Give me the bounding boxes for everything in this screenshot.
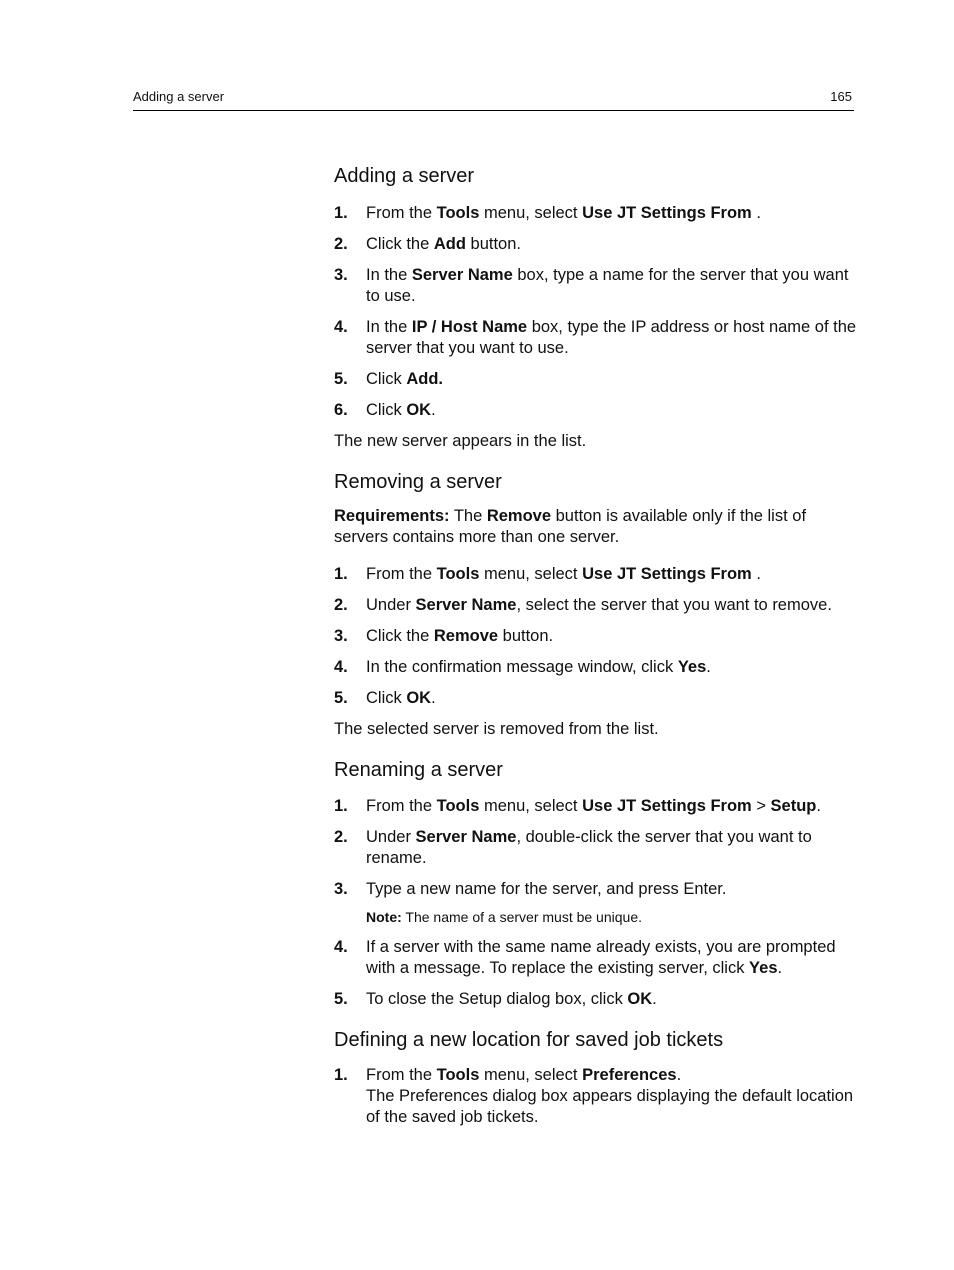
step-item: 2. Under Server Name, double-click the server that you want to rename. bbox=[334, 828, 812, 867]
section-removing-server bbox=[334, 470, 859, 740]
result-text: The new server appears in the list. bbox=[334, 432, 587, 450]
steps-list bbox=[334, 796, 859, 1010]
step-number: 1. bbox=[334, 1066, 348, 1084]
step-subtext: The Preferences dialog box appears displaying the default location of the saved job tickets. bbox=[366, 1087, 854, 1126]
step-number: 5. bbox=[334, 990, 348, 1008]
step-item: 1. From the Tools menu, select Preferences. The Preferences dialog box appears displaying the default location of the saved job tickets. bbox=[334, 1065, 859, 1128]
step-number: 3. bbox=[334, 880, 348, 898]
step-item: 2. Click the Add button. bbox=[334, 235, 521, 253]
step-item: 4. In the IP / Host Name box, type the IP address or host name of the server that you want to use. bbox=[334, 318, 857, 357]
step-number: 1. bbox=[334, 565, 348, 583]
header-title: Adding a server bbox=[133, 89, 225, 104]
step-number: 2. bbox=[334, 828, 348, 846]
step-number: 4. bbox=[334, 658, 348, 676]
step-item: 5. To close the Setup dialog box, click OK. bbox=[334, 990, 657, 1008]
step-number: 4. bbox=[334, 938, 348, 956]
step-item: 3. In the Server Name box, type a name for the server that you want to use. bbox=[334, 266, 849, 305]
step-number: 5. bbox=[334, 689, 348, 707]
step-number: 4. bbox=[334, 318, 348, 336]
step-item: 1. From the Tools menu, select Use JT Settings From . bbox=[334, 204, 761, 222]
requirements-text: Requirements: The Remove button is available only if the list of servers contains more than one server. bbox=[334, 507, 807, 546]
note-text: Note: The name of a server must be unique. bbox=[366, 909, 642, 925]
section-defining-location bbox=[334, 1028, 859, 1128]
step-item: 4. In the confirmation message window, click Yes. bbox=[334, 658, 711, 676]
step-number: 3. bbox=[334, 627, 348, 645]
step-number: 1. bbox=[334, 204, 348, 222]
section-heading: Adding a server bbox=[334, 165, 475, 187]
section-heading: Defining a new location for saved job tickets bbox=[334, 1029, 724, 1051]
step-item: 2. Under Server Name, select the server that you want to remove. bbox=[334, 596, 832, 614]
step-item: 3. Click the Remove button. bbox=[334, 627, 554, 645]
page-content bbox=[334, 164, 859, 1144]
step-item: 5. Click OK. bbox=[334, 689, 436, 707]
result-text: The selected server is removed from the list. bbox=[334, 720, 659, 738]
section-heading: Renaming a server bbox=[334, 759, 503, 781]
step-item: 1. From the Tools menu, select Use JT Settings From > Setup. bbox=[334, 797, 821, 815]
step-item: 1. From the Tools menu, select Use JT Settings From . bbox=[334, 565, 761, 583]
step-number: 5. bbox=[334, 370, 348, 388]
section-heading: Removing a server bbox=[334, 471, 502, 493]
running-header bbox=[133, 88, 854, 111]
steps-list bbox=[334, 203, 859, 421]
step-item: 4. If a server with the same name already exists, you are prompted with a message. To replace the existing server, click Yes. bbox=[334, 938, 836, 977]
steps-list bbox=[334, 564, 859, 709]
step-number: 3. bbox=[334, 266, 348, 284]
step-number: 6. bbox=[334, 401, 348, 419]
section-adding-server bbox=[334, 164, 859, 452]
page-number: 165 bbox=[830, 89, 852, 104]
step-item: 3. Type a new name for the server, and press Enter. Note: The name of a server must be unique. bbox=[334, 879, 859, 927]
step-number: 1. bbox=[334, 797, 348, 815]
step-number: 2. bbox=[334, 235, 348, 253]
section-renaming-server bbox=[334, 758, 859, 1010]
step-item: 5. Click Add. bbox=[334, 370, 444, 388]
steps-list bbox=[334, 1065, 859, 1128]
step-number: 2. bbox=[334, 596, 348, 614]
step-item: 6. Click OK. bbox=[334, 401, 436, 419]
